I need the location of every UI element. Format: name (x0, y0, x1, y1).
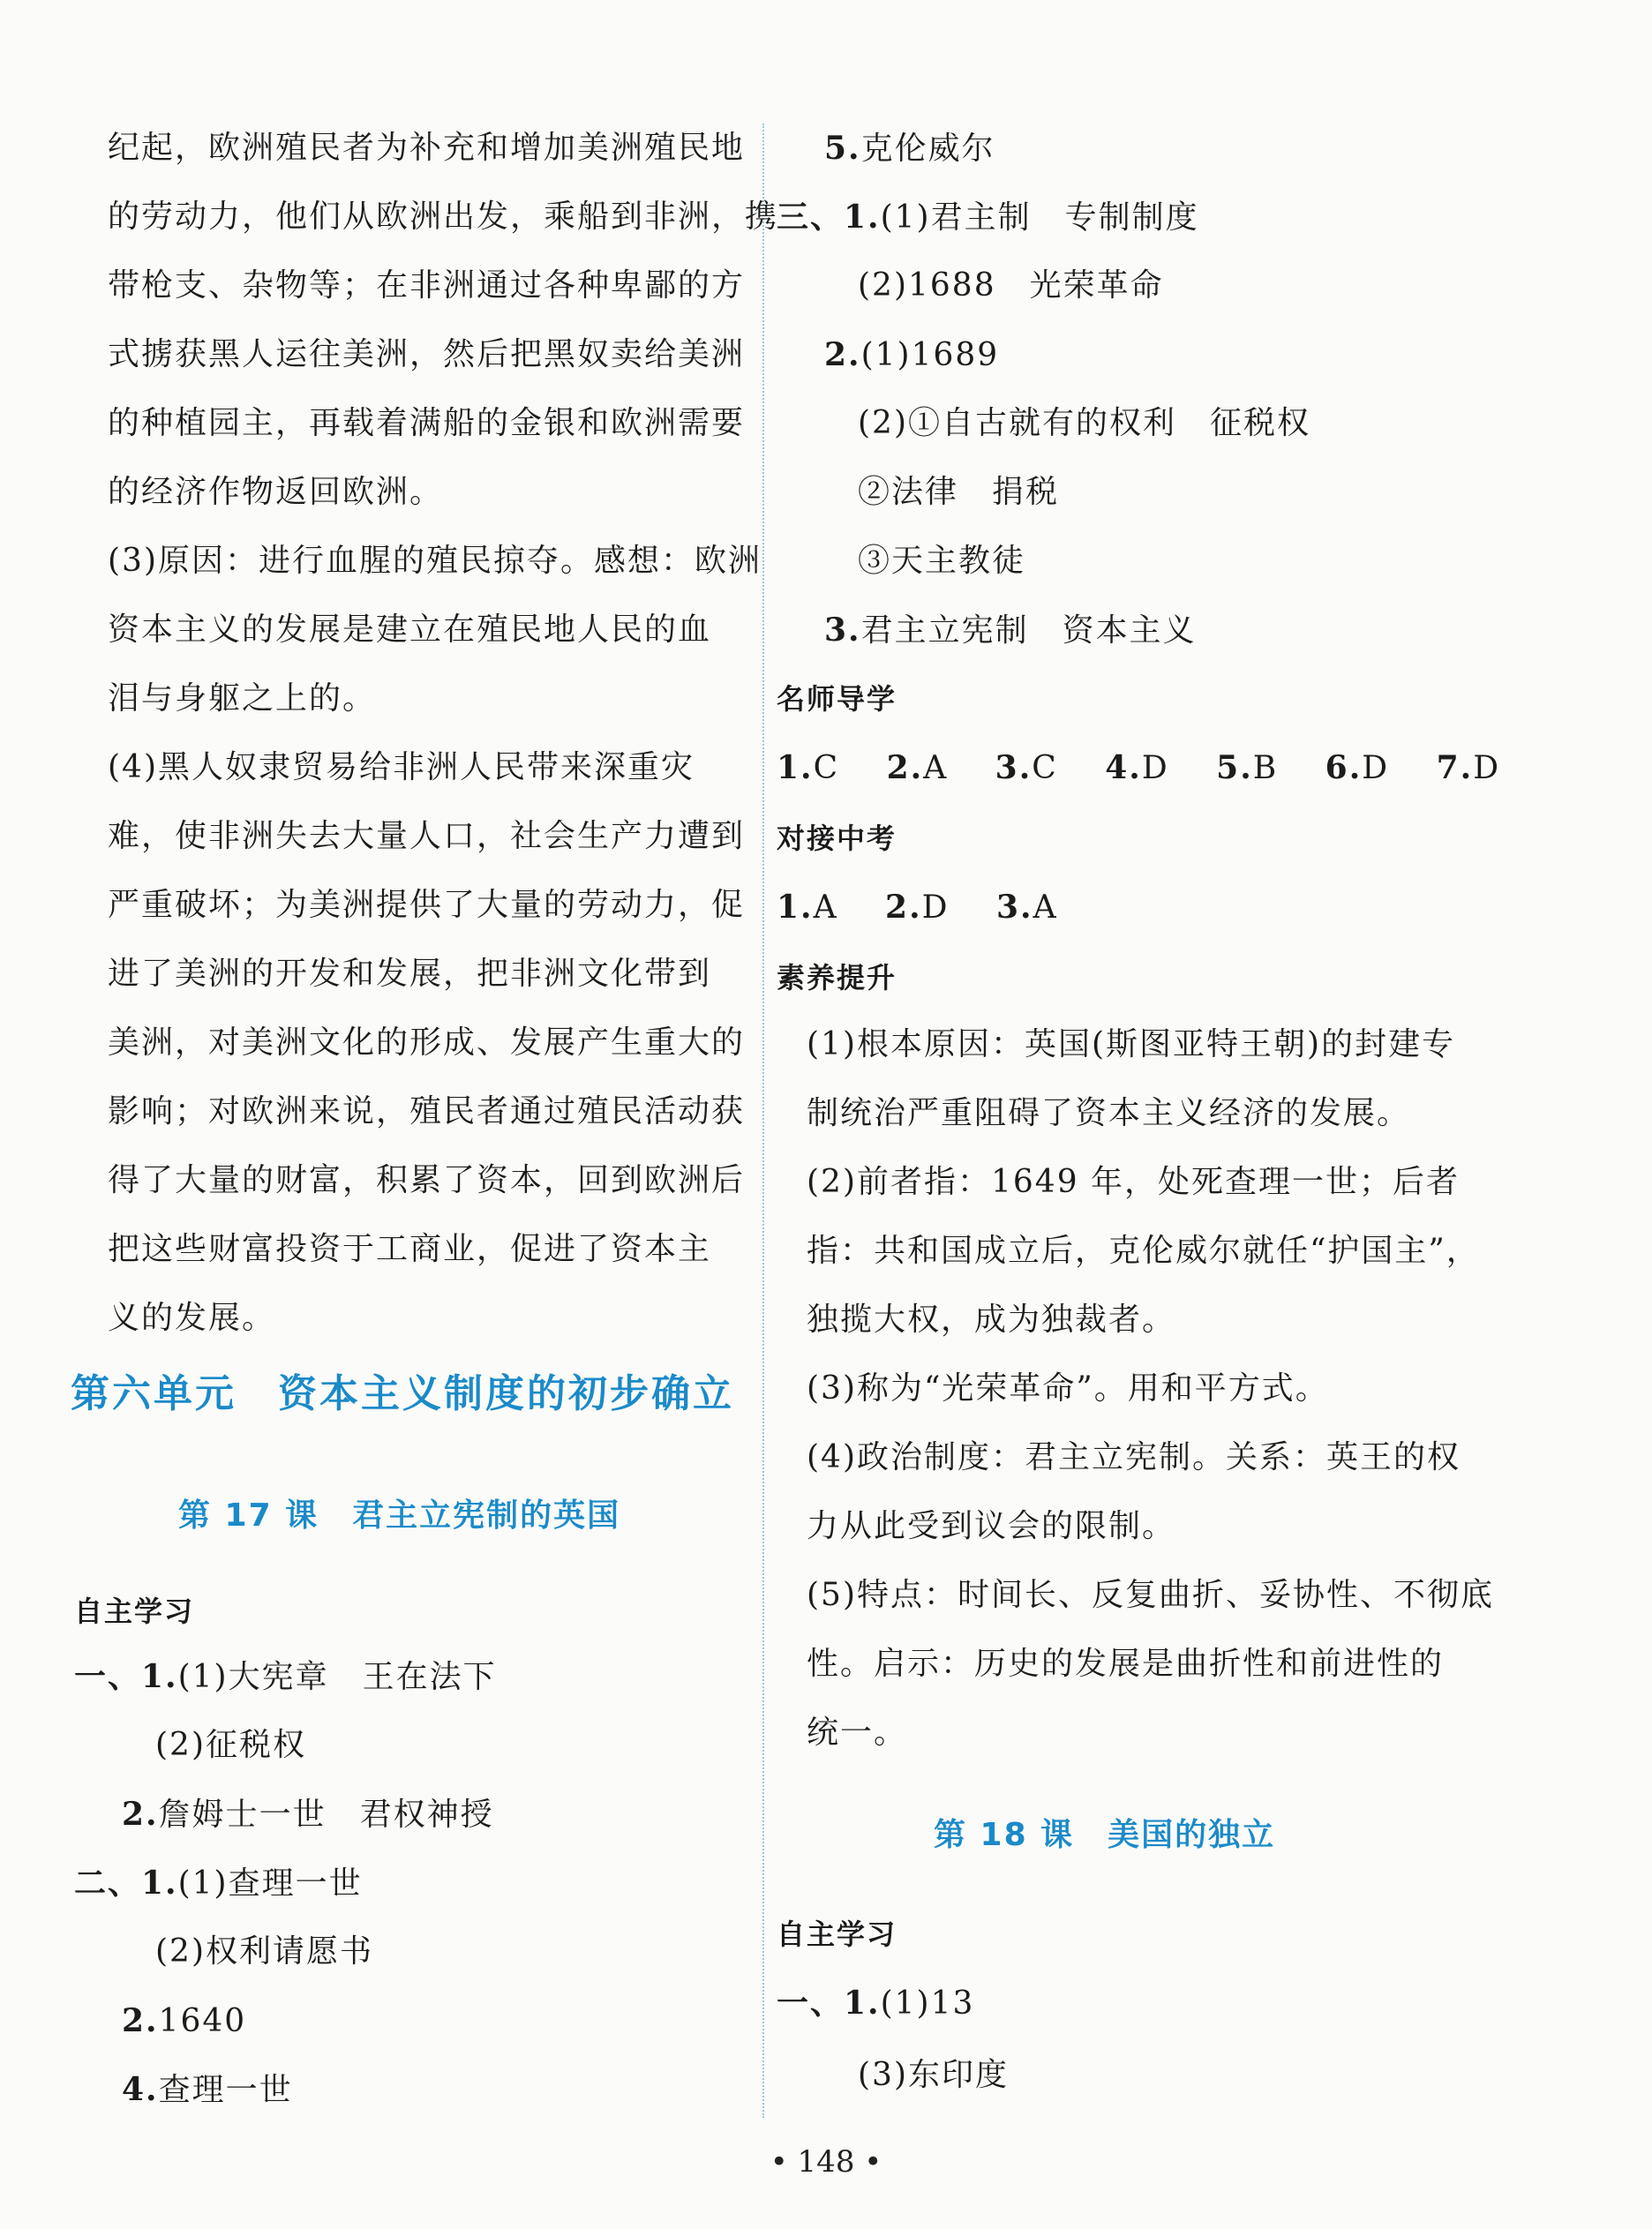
text-line: 纪起，欧洲殖民者为补充和增加美洲殖民地 (108, 130, 746, 166)
column-divider (762, 124, 764, 2118)
answer-choice: 1.A (777, 889, 838, 926)
answer-item: (2)①自古就有的权利 征税权 (858, 405, 1310, 441)
section-heading: 自主学习 (777, 1918, 897, 1951)
text-line: (5)特点：时间长、反复曲折、妥协性、不彻底 (807, 1577, 1494, 1613)
text-line: 的经济作物返回欧洲。 (108, 474, 444, 510)
text-line: 得了大量的财富，积累了资本，回到欧洲后 (108, 1162, 746, 1198)
text-line: 的种植园主，再载着满船的金银和欧洲需要 (108, 405, 746, 441)
text-line: 力从此受到议会的限制。 (807, 1508, 1176, 1544)
item-number: 2. (122, 2002, 159, 2039)
answer-item (74, 1657, 497, 1697)
answer-item (74, 1864, 363, 1903)
answer-text: (1)大宪章 王在法下 (177, 1659, 497, 1695)
answer-row (777, 888, 1058, 927)
item-number: 一、1. (777, 1985, 881, 2022)
answer-choice: 3.A (995, 889, 1058, 926)
answer-item (122, 2070, 293, 2110)
answer-choice: 2.D (885, 889, 950, 926)
lesson-title: 第 17 课 君主立宪制的英国 (178, 1497, 621, 1534)
text-line: 带枪支、杂物等；在非洲通过各种卑鄙的方 (108, 267, 746, 304)
item-number: 5. (824, 130, 861, 167)
unit-title: 第六单元 资本主义制度的初步确立 (71, 1371, 734, 1416)
text-line: 统一。 (807, 1715, 908, 1751)
answer-choice: 5.B (1216, 749, 1279, 786)
answer-text: (1)查理一世 (177, 1865, 363, 1902)
answer-item (777, 1984, 974, 2023)
text-line: (4)黑人奴隶贸易给非洲人民带来深重灾 (108, 749, 695, 785)
answer-item (122, 2001, 246, 2041)
answer-choice: 1.C (777, 749, 840, 786)
answer-text: 1640 (158, 2003, 247, 2039)
text-line: 把这些财富投资于工商业，促进了资本主 (108, 1231, 712, 1267)
item-number: 二、1. (74, 1865, 178, 1902)
text-line: 性。启示：历史的发展是曲折性和前进性的 (807, 1646, 1445, 1682)
text-line: 泪与身躯之上的。 (108, 680, 377, 717)
item-number: 4. (122, 2071, 159, 2108)
text-line: 独揽大权，成为独裁者。 (807, 1302, 1176, 1338)
answer-item: ②法律 捐税 (858, 474, 1060, 510)
text-line: 式掳获黑人运往美洲，然后把黑奴卖给美洲 (108, 336, 746, 372)
text-line: (3)原因：进行血腥的殖民掠夺。感想：欧洲 (108, 543, 762, 579)
text-line: 制统治严重阻碍了资本主义经济的发展。 (807, 1095, 1411, 1131)
answer-text: 查理一世 (158, 2072, 293, 2108)
answer-choice: 2.A (886, 749, 949, 786)
answer-item: (3)东印度 (858, 2057, 1009, 2093)
answer-text: 詹姆士一世 君权神授 (158, 1797, 494, 1833)
answer-text: (1)君主制 专制制度 (880, 199, 1199, 236)
text-line: 严重破坏；为美洲提供了大量的劳动力，促 (108, 887, 746, 923)
item-number: 2. (122, 1796, 159, 1833)
section-heading: 对接中考 (777, 822, 897, 855)
item-number: 2. (824, 336, 861, 373)
answer-item: (2)权利请愿书 (155, 1933, 373, 1970)
lesson-title: 第 18 课 美国的独立 (934, 1817, 1276, 1853)
answer-text: (1)1689 (860, 337, 1000, 373)
answer-choice: 4.D (1105, 749, 1169, 786)
section-heading: 自主学习 (74, 1595, 195, 1628)
item-number: 3. (824, 612, 861, 649)
answer-item (824, 335, 999, 375)
answer-text: (1)13 (880, 1985, 975, 2022)
text-line: 义的发展。 (108, 1300, 276, 1336)
section-heading: 素养提升 (777, 961, 897, 994)
text-line: 资本主义的发展是建立在殖民地人民的血 (108, 612, 712, 648)
text-line: 指：共和国成立后，克伦威尔就任“护国主”， (807, 1233, 1480, 1269)
answer-item: (2)征税权 (155, 1727, 306, 1763)
item-number: 一、1. (74, 1658, 178, 1695)
text-line: 的劳动力，他们从欧洲出发，乘船到非洲，携 (108, 199, 779, 235)
answer-row (777, 748, 1500, 788)
text-line: 进了美洲的开发和发展，把非洲文化带到 (108, 956, 712, 992)
text-line: (3)称为“光荣革命”。用和平方式。 (807, 1370, 1329, 1407)
text-line: (1)根本原因：英国(斯图亚特王朝)的封建专 (807, 1026, 1456, 1062)
page-number: • 148 • (770, 2144, 882, 2180)
answer-item (824, 129, 995, 169)
answer-text: 君主立宪制 资本主义 (860, 612, 1197, 649)
answer-choice: 3.C (995, 749, 1058, 786)
text-line: 影响；对欧洲来说，殖民者通过殖民活动获 (108, 1093, 746, 1130)
answer-item (777, 198, 1199, 237)
text-line: (4)政治制度：君主立宪制。关系：英王的权 (807, 1439, 1461, 1475)
answer-choice: 6.D (1325, 749, 1390, 786)
text-line: (2)前者指：1649 年，处死查理一世；后者 (807, 1164, 1461, 1200)
answer-item: ③天主教徒 (858, 543, 1026, 579)
answer-item (122, 1795, 494, 1835)
answer-item: (2)1688 光荣革命 (858, 267, 1164, 304)
section-heading: 名师导学 (777, 682, 897, 716)
text-line: 美洲，对美洲文化的形成、发展产生重大的 (108, 1024, 746, 1061)
text-line: 难，使非洲失去大量人口，社会生产力遭到 (108, 818, 746, 854)
item-number: 三、1. (777, 199, 881, 236)
answer-text: 克伦威尔 (860, 131, 995, 167)
answer-choice: 7.D (1436, 749, 1501, 786)
answer-item (824, 611, 1197, 650)
